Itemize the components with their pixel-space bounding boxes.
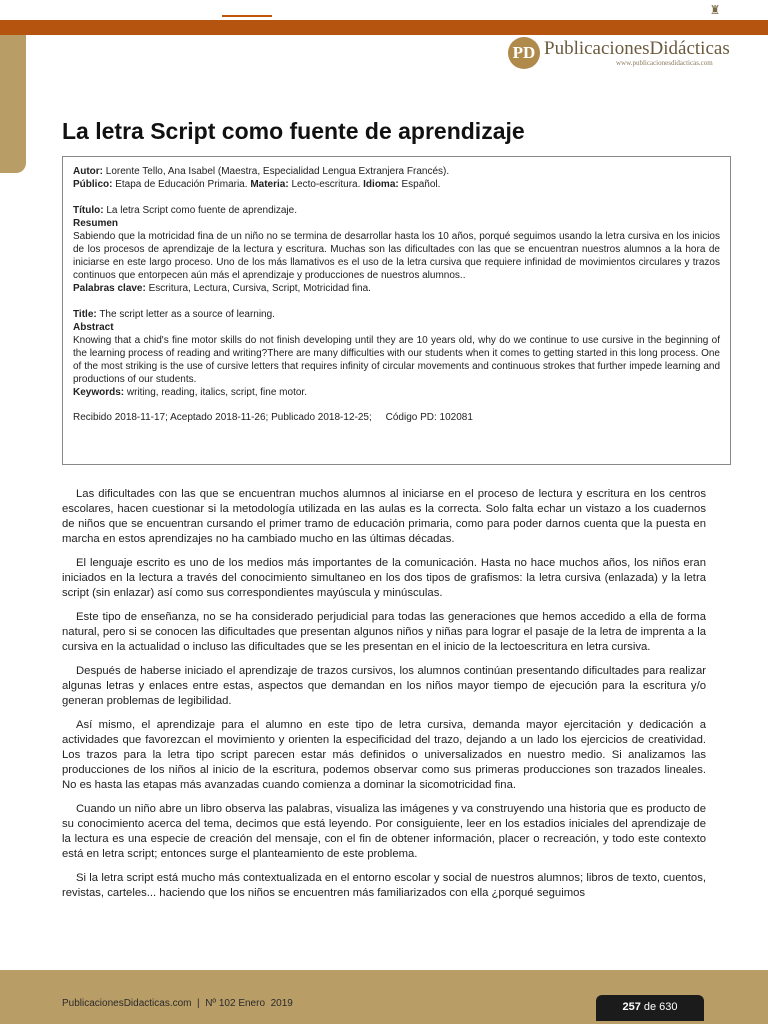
publisher-logo (508, 36, 738, 70)
spanish-title-value: La letra Script como fuente de aprendizaje. (103, 205, 297, 216)
article-title: La letra Script como fuente de aprendizaje (62, 118, 525, 144)
paragraph: Así mismo, el aprendizaje para el alumno en este tipo de letra cursiva, demanda mayor ejercitación y dedicación a actividades que favorezcan el movimiento y orienten la especificidad del trazo, dejando a un lado los ejercicios de creatividad. Los trazos para la letra tipo script parecen estar más definidos o universalizados en nuestro medio. Si analizamos las producciones de los niños al inicio de la escritura, podemos observar como sus primeras producciones son trazados lineales. No es hasta las etapas más avanzadas cuando comienza a dominar la sicomotricidad fina. (62, 719, 706, 791)
keywords-es-label: Palabras clave: (73, 283, 146, 294)
keywords-en-value: writing, reading, italics, script, fine motor. (124, 387, 307, 398)
article-body (62, 487, 706, 910)
audience-value: Etapa de Educación Primaria. (112, 179, 251, 190)
page-number-box (596, 995, 704, 1021)
header-bar (0, 20, 768, 35)
resumen-heading (73, 217, 720, 230)
rook-icon: ♜ (709, 3, 721, 17)
audience-line (73, 178, 720, 191)
author-label: Autor: (73, 166, 103, 177)
logo-name: PublicacionesDidácticas (544, 38, 730, 59)
language-value: Español. (398, 179, 441, 190)
page-total: de 630 (640, 1001, 678, 1013)
footer-publication: PublicacionesDidacticas.com | Nº 102 Enero 2019 (62, 998, 293, 1009)
abstract-label: Abstract (73, 322, 114, 333)
abstract-box (62, 156, 731, 465)
spanish-title-label: Título: (73, 205, 104, 216)
top-tab-line (222, 15, 272, 17)
author-line (73, 165, 720, 178)
english-title-value: The script letter as a source of learning. (96, 309, 275, 320)
side-tab (0, 35, 26, 173)
paragraph: El lenguaje escrito es uno de los medios más importantes de la comunicación. Hasta no hace muchos años, los niños eran iniciados en la lectura a través del conocimiento simultaneo en los dos tipos de grafismos: la letra cursiva (enlazada) y la letra script (sin enlazar) así como sus correspondientes mayúscula y minúsculas. (62, 557, 706, 599)
page-current: 257 (622, 1001, 641, 1013)
spanish-title-line (73, 204, 720, 217)
resumen-text: Sabiendo que la motricidad fina de un niño no se termina de desarrollar hasta los 10 años, porqué seguimos usando la letra cursiva en los inicios de los procesos de aprendizaje de la lectura y escritura. Muchas son las dificultades con las que se encuentran nuestros alumnos a la hora de iniciarse en este largo proceso. Uno de los más llamativos es el uso de la letra cursiva que requiere infinidad de movimientos circulares y trazos continuos que entorpecen aún más el aprendizaje y producciones de nuestros alumnos.. (73, 231, 720, 281)
resumen-label: Resumen (73, 218, 119, 229)
paragraph: Después de haberse iniciado el aprendizaje de trazos cursivos, los alumnos continúan presentando dificultades para realizar algunas letras y enlaces entre estas, aspectos que demandan en los niños mayor tiempo de ejecución para la escritura y/o generan problemas de legibilidad. (62, 665, 706, 707)
paragraph: Cuando un niño abre un libro observa las palabras, visualiza las imágenes y va construyendo una historia que es producto de su conocimiento acerca del tema, decimos que está leyendo. Por consiguiente, leer en los estadios iniciales del aprendizaje de la lectura es una especie de creación del mensaje, con el fin de obtener información, placer o recreación, y todo este contexto está en letra script; entonces surge el planteamiento de este problema. (62, 803, 706, 860)
english-title-line (73, 308, 720, 321)
english-title-label: Title: (73, 309, 97, 320)
keywords-en-line (73, 386, 720, 399)
paragraph: Si la letra script está mucho más contextualizada en el entorno escolar y social de nuestros alumnos; libros de texto, cuentos, revistas, carteles... haciendo que los niños se encuentren más familiarizados con ella ¿porqué seguimos (62, 872, 706, 899)
subject-label: Materia: (250, 179, 289, 190)
logo-url: www.publicacionesdidacticas.com (616, 59, 713, 67)
keywords-en-label: Keywords: (73, 387, 125, 398)
language-label: Idioma: (363, 179, 399, 190)
paragraph: Este tipo de enseñanza, no se ha considerado perjudicial para todas las generaciones que hemos accedido a ella de forma natural, pero si se conocen las dificultades que presentan algunos niños y niñas para lograr el pasaje de la letra de imprenta a la cursiva en la actualidad o incluso las dificultades que se les presentan en el inicio de la lectoescritura en letra cursiva. (62, 611, 706, 653)
top-border (0, 0, 768, 21)
audience-label: Público: (73, 179, 113, 190)
keywords-es-value: Escritura, Lectura, Cursiva, Script, Motricidad fina. (145, 283, 371, 294)
received-line: Recibido 2018-11-17; Aceptado 2018-11-26; Publicado 2018-12-25; Código PD: 102081 (73, 412, 473, 423)
abstract-text: Knowing that a chid's fine motor skills do not finish developing until they are 10 years old, why do we continue to use cursive in the beginning of the learning process of reading and writing?There are many difficulties with our students when it comes to getting started in this long process. One of the most striking is the use of cursive letters that requires infinity of circular movements and continuous strokes that further impede learning and productions of our students. (73, 335, 720, 385)
subject-value: Lecto-escritura. (288, 179, 364, 190)
author-value: Lorente Tello, Ana Isabel (Maestra, Especialidad Lengua Extranjera Francés). (103, 166, 450, 177)
keywords-es-line (73, 282, 720, 295)
logo-mark-icon: PD (508, 37, 540, 69)
abstract-heading (73, 321, 720, 334)
paragraph: Las dificultades con las que se encuentran muchos alumnos al iniciarse en el proceso de lectura y escritura en los centros escolares, hacen cuestionar si la metodología utilizada en las aulas es la correcta. Solo falta echar un vistazo a los cuadernos de niños que se encuentran cursando el primer tramo de educación primaria, como para poder darnos cuenta que la puesta en marcha en estos aprendizajes no ha cambiado mucho en las últimas décadas. (62, 488, 706, 545)
